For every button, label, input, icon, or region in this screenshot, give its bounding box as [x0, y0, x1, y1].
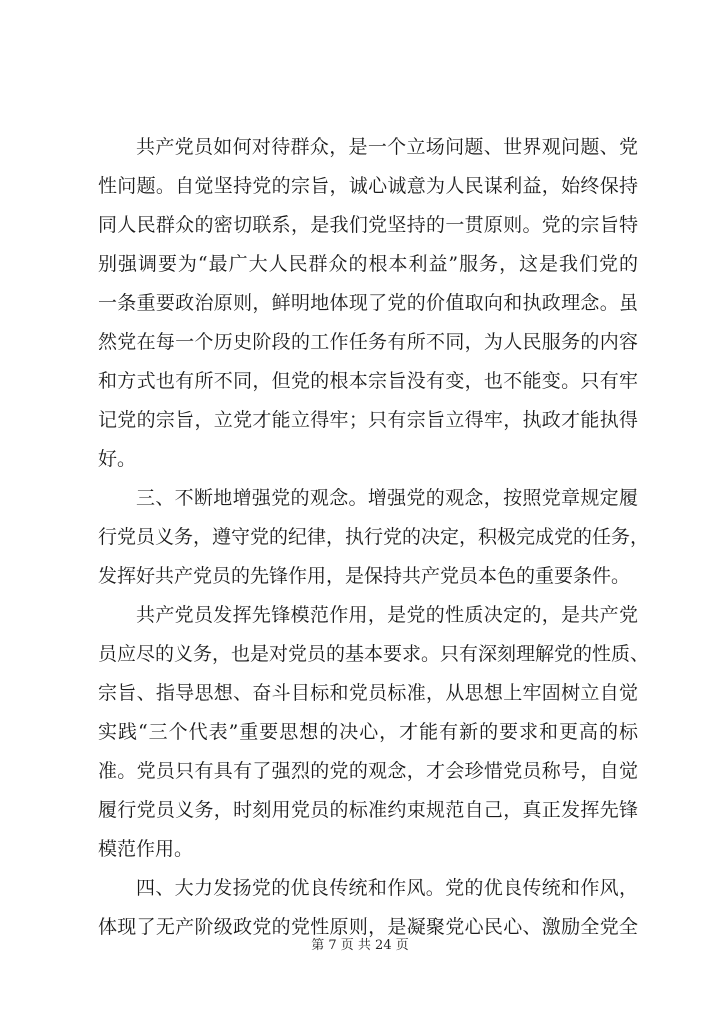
body-text — [98, 128, 650, 947]
page-footer: 第 7 页 共 24 页 — [311, 938, 409, 953]
text-line: 模范作用。 — [98, 838, 194, 860]
text-line: 实践“三个代表”重要思想的决心，才能有新的要求和更高的标 — [98, 721, 638, 743]
text-line: 性问题。自觉坚持党的宗旨，诚心诚意为人民谋利益，始终保持 — [98, 175, 638, 197]
text-line: 四、大力发扬党的优良传统和作风。党的优良传统和作风， — [136, 877, 638, 899]
text-line: 共产党员发挥先锋模范作用，是党的性质决定的，是共产党 — [136, 604, 638, 626]
text-line: 好。 — [98, 448, 137, 470]
text-line: 同人民群众的密切联系，是我们党坚持的一贯原则。党的宗旨特 — [98, 214, 638, 236]
text-line: 和方式也有所不同，但党的根本宗旨没有变，也不能变。只有牢 — [98, 370, 638, 392]
text-line: 一条重要政治原则，鲜明地体现了党的价值取向和执政理念。虽 — [98, 292, 638, 314]
text-line: 行党员义务，遵守党的纪律，执行党的决定，积极完成党的任务， — [98, 526, 650, 548]
text-line: 准。党员只有具有了强烈的党的观念，才会珍惜党员称号，自觉 — [98, 760, 638, 782]
paragraph — [98, 128, 638, 479]
text-line: 三、不断地增强党的观念。增强党的观念，按照党章规定履 — [136, 487, 638, 509]
paragraph — [98, 479, 650, 596]
text-line: 履行党员义务，时刻用党员的标准约束规范自己，真正发挥先锋 — [98, 799, 638, 821]
text-line: 别强调要为“最广大人民群众的根本利益”服务，这是我们党的 — [98, 253, 638, 275]
text-line: 宗旨、指导思想、奋斗目标和党员标准，从思想上牢固树立自觉 — [98, 682, 638, 704]
text-line: 员应尽的义务，也是对党员的基本要求。只有深刻理解党的性质、 — [98, 643, 650, 665]
paragraph — [98, 596, 650, 869]
paragraph — [98, 869, 638, 947]
text-line: 然党在每一个历史阶段的工作任务有所不同，为人民服务的内容 — [98, 331, 638, 353]
text-line: 体现了无产阶级政党的党性原则，是凝聚党心民心、激励全党全 — [98, 916, 638, 938]
text-line: 共产党员如何对待群众，是一个立场问题、世界观问题、党 — [136, 136, 638, 158]
text-line: 记党的宗旨，立党才能立得牢；只有宗旨立得牢，执政才能执得 — [98, 409, 638, 431]
text-line: 发挥好共产党员的先锋作用，是保持共产党员本色的重要条件。 — [98, 565, 631, 587]
